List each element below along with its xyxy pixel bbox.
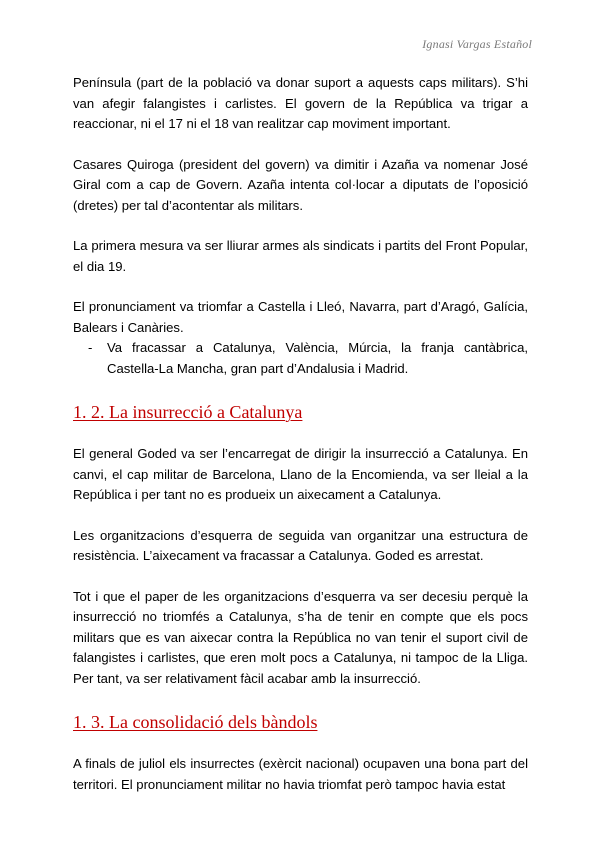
section-heading-consolidacio	[73, 711, 528, 733]
document-body	[73, 73, 528, 795]
paragraph-casares-quiroga: Casares Quiroga (president del govern) va dimitir i Azaña va nomenar José Giral com a cap de Govern. Azaña intenta col·locar a diputats de l’oposició (dretes) per tal d’acontentar als militars.	[73, 156, 528, 213]
paragraph-pronunciament: El pronunciament va triomfar a Castella i Lleó, Navarra, part d’Aragó, Galícia, Balears i Canàries.	[73, 299, 528, 335]
paragraph-first-measure: La primera mesura va ser lliurar armes als sindicats i partits del Front Popular, el dia 19.	[73, 238, 528, 274]
paragraph-peninsula: Península (part de la població va donar suport a aquests caps militars). S’hi van afegir falangistes i carlistes. El govern de la República va trigar a reaccionar, ni el 17 ni el 18 van realitzar cap moviment important.	[73, 75, 528, 131]
list-item-text: Va fracassar a Catalunya, València, Múrcia, la franja cantàbrica, Castella-La Mancha, gran part d’Andalusia i Madrid.	[107, 340, 528, 376]
list-dash-bullet: -	[88, 340, 93, 355]
section-heading-insurreccio	[73, 401, 528, 423]
page-header-author: Ignasi Vargas Estañol	[422, 37, 532, 51]
list-item	[73, 338, 528, 379]
paragraph-finals-juliol: A finals de juliol els insurrectes (exèrcit nacional) ocupaven una bona part del territori. El pronunciament militar no havia triomfat però tampoc havia estat	[73, 756, 528, 792]
paragraph-goded: El general Goded va ser l’encarregat de dirigir la insurrecció a Catalunya. En canvi, el cap militar de Barcelona, Llano de la Encomienda, va ser lleial a la República i per tant no es produeix un aixecament a Catalunya.	[73, 446, 528, 502]
section-heading-text: 1. 3. La consolidació dels bàndols	[73, 712, 318, 732]
section-heading-text: 1. 2. La insurrecció a Catalunya	[73, 402, 303, 422]
fail-regions-list	[73, 338, 528, 379]
paragraph-organitzacions: Les organitzacions d’esquerra de seguida van organitzar una estructura de resistència. L’aixecament va fracassar a Catalunya. Goded es arrestat.	[73, 527, 528, 563]
paragraph-paper-esquerra: Tot i que el paper de les organitzacions d’esquerra va ser decesiu perquè la insurrecció no triomfés a Catalunya, s’ha de tenir en compte que els pocs militars que es van aixecar contra la República no van tenir el suport civil de falangistes i carlistes, que eren molt pocs a Catalunya, ni tampoc de la Lliga. Per tant, va ser relativament fàcil acabar amb la insurrecció.	[73, 588, 528, 686]
